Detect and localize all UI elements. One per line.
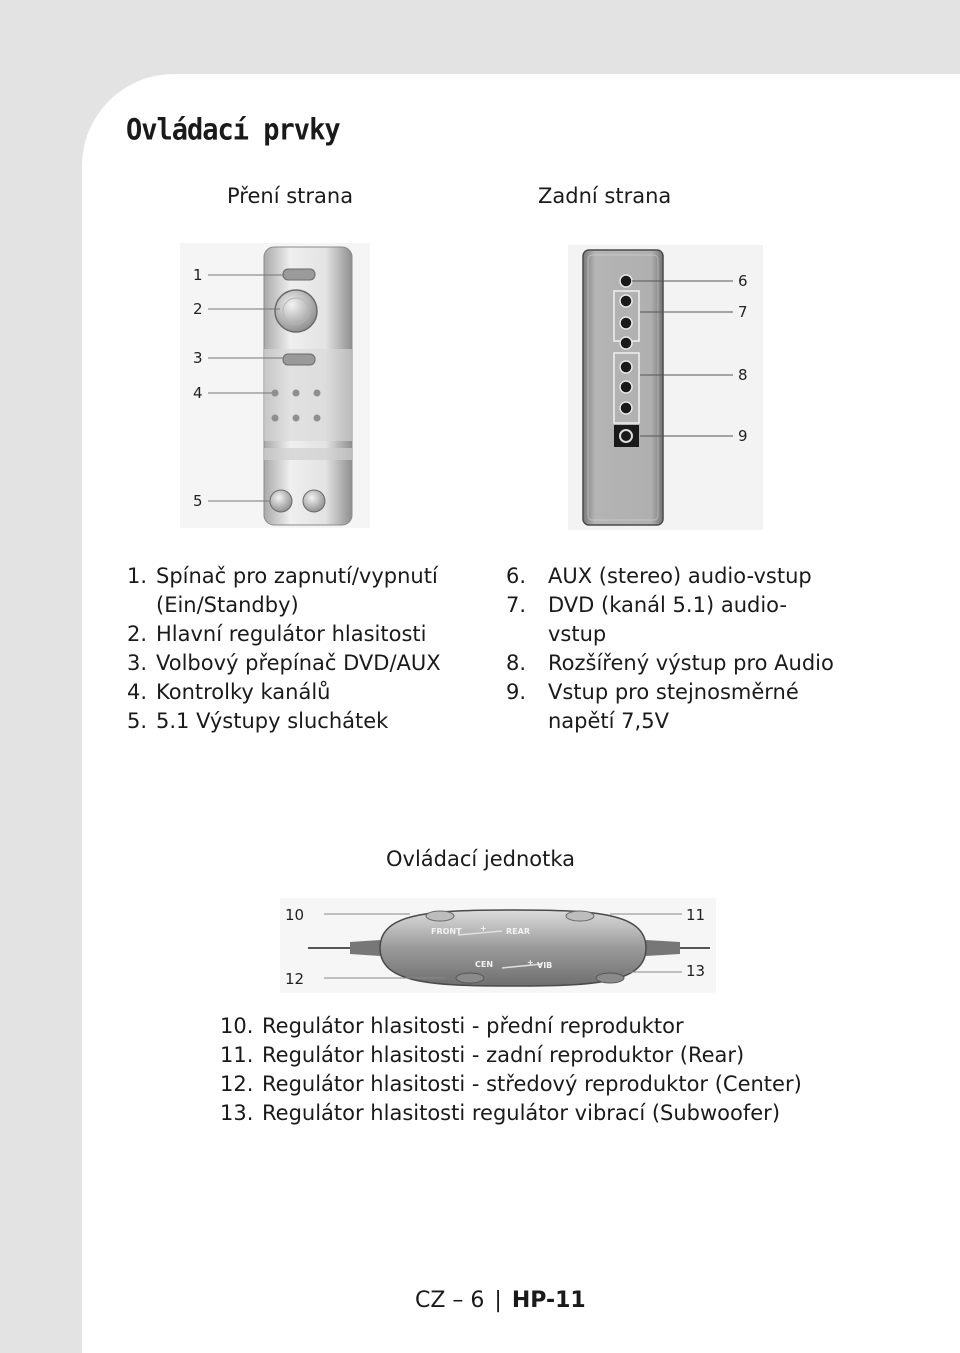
list-item: 3. Volbový přepínač DVD/AUX bbox=[127, 651, 441, 675]
callout-5: 5 bbox=[193, 492, 203, 510]
callout-3: 3 bbox=[193, 349, 203, 367]
control-unit-label: Ovládací jednotka bbox=[386, 847, 576, 871]
list-item: 8. Rozšířený výstup pro Audio bbox=[506, 651, 834, 675]
callout-8: 8 bbox=[738, 366, 748, 384]
front-panel-illustration bbox=[180, 243, 370, 528]
callout-10: 10 bbox=[285, 906, 305, 924]
plus-mark: + bbox=[527, 958, 534, 967]
model-name: HP-11 bbox=[511, 1288, 586, 1313]
callout-11: 11 bbox=[686, 906, 706, 924]
list-item: 6. AUX (stereo) audio-vstup bbox=[506, 564, 812, 588]
cen-slider-label: CEN bbox=[475, 960, 494, 969]
list-item: 10. Regulátor hlasitosti - přední reproduktor bbox=[220, 1014, 684, 1038]
list-item: 7. DVD (kanál 5.1) audio-vstup bbox=[506, 593, 787, 646]
page-footer bbox=[415, 1288, 586, 1313]
footer-separator: | bbox=[494, 1288, 502, 1313]
callout-6: 6 bbox=[738, 272, 748, 290]
rear-panel-illustration bbox=[568, 245, 763, 530]
callout-9: 9 bbox=[738, 427, 748, 445]
callout-12: 12 bbox=[285, 970, 305, 988]
plus-mark: + bbox=[480, 924, 487, 933]
page-title: Ovládací prvky bbox=[126, 113, 340, 148]
callout-13: 13 bbox=[686, 962, 706, 980]
rear-controls-list bbox=[506, 562, 851, 736]
page-number: CZ – 6 bbox=[415, 1288, 485, 1313]
list-item: 11. Regulátor hlasitosti - zadní reproduktor (Rear) bbox=[220, 1043, 745, 1067]
list-item: 9. Vstup pro stejnosměrné napětí 7,5V bbox=[506, 680, 799, 733]
list-item: 13. Regulátor hlasitosti regulátor vibrací (Subwoofer) bbox=[220, 1101, 781, 1125]
front-slider-label: FRONT bbox=[431, 927, 462, 936]
list-item: 4. Kontrolky kanálů bbox=[127, 680, 331, 704]
rear-slider-label: REAR bbox=[506, 927, 530, 936]
control-unit-list bbox=[220, 1012, 860, 1128]
callout-1: 1 bbox=[193, 266, 203, 284]
rear-side-label: Zadní strana bbox=[538, 184, 672, 208]
front-side-label: Pření strana bbox=[227, 184, 354, 208]
front-controls-list bbox=[127, 562, 472, 736]
list-item: 1. Spínač pro zapnutí/vypnutí (Ein/Standby) bbox=[127, 564, 438, 617]
list-item: 2. Hlavní regulátor hlasitosti bbox=[127, 622, 427, 646]
list-item: 5. 5.1 Výstupy sluchátek bbox=[127, 709, 389, 733]
callout-4: 4 bbox=[193, 384, 203, 402]
list-item: 12. Regulátor hlasitosti - středový reproduktor (Center) bbox=[220, 1072, 802, 1096]
control-unit-illustration bbox=[280, 898, 716, 993]
vib-slider-label: VIB bbox=[537, 961, 553, 970]
callout-7: 7 bbox=[738, 303, 748, 321]
callout-2: 2 bbox=[193, 300, 203, 318]
